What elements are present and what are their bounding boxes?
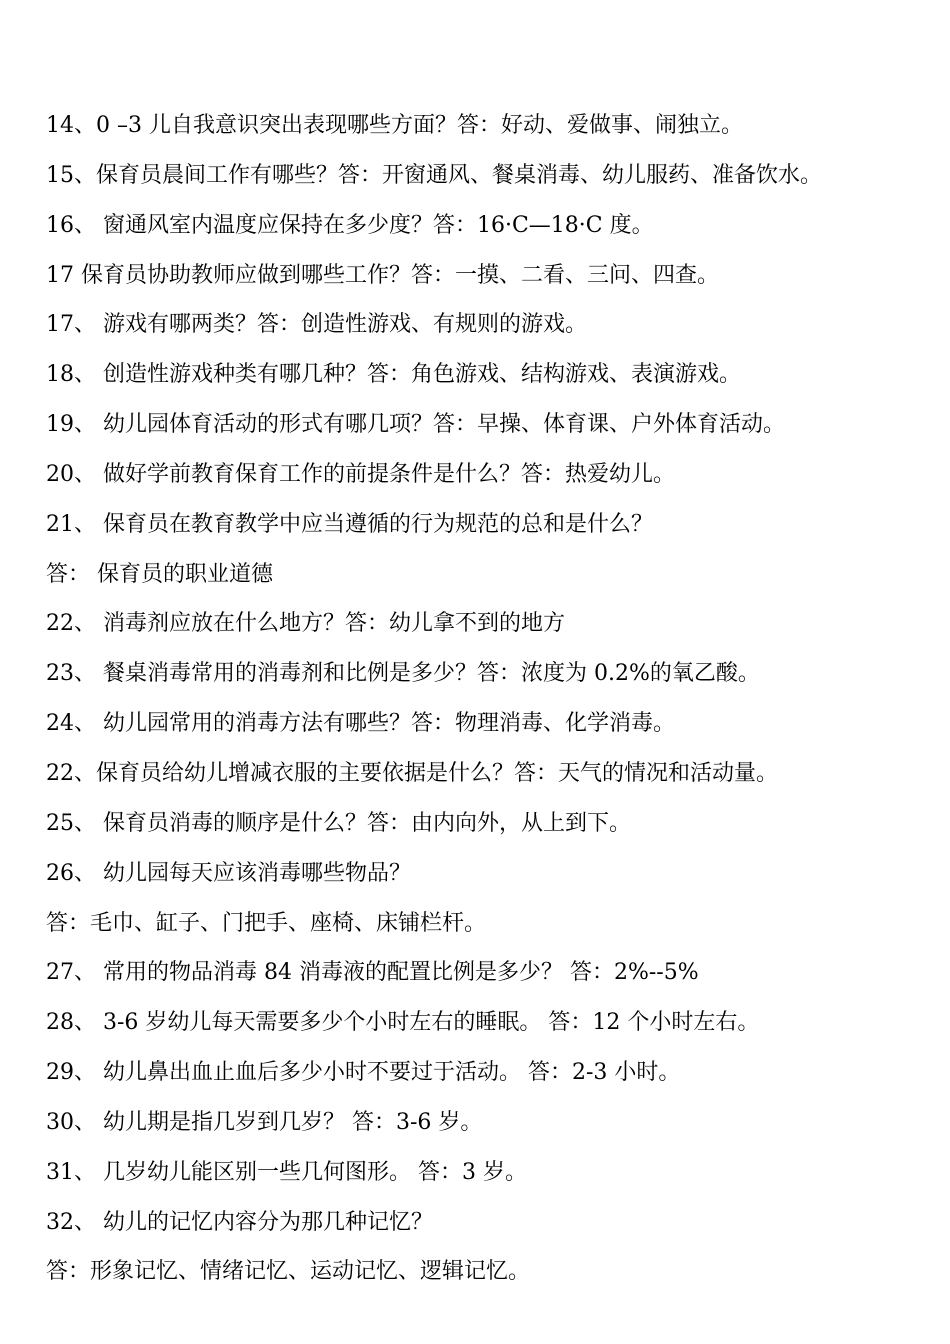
text-line-q27: 27、 常用的物品消毒 84 消毒液的配置比例是多少？ 答：2%--5% [46, 960, 699, 986]
text-line-q26: 26、 幼儿园每天应该消毒哪些物品？ [46, 860, 411, 886]
text-line-q24: 24、 幼儿园常用的消毒方法有哪些？答：物理消毒、化学消毒。 [46, 711, 675, 737]
text-line-a26: 答：毛巾、缸子、门把手、座椅、床铺栏杆。 [46, 910, 487, 936]
text-line-q30: 30、 幼儿期是指几岁到几岁？ 答：3-6 岁。 [46, 1109, 483, 1135]
text-line-q18: 18、 创造性游戏种类有哪几种？答：角色游戏、结构游戏、表演游戏。 [46, 362, 741, 388]
text-line-q31: 31、 几岁幼儿能区别一些几何图形。 答：3 岁。 [46, 1159, 527, 1185]
text-line-q17b: 17、 游戏有哪两类？答：创造性游戏、有规则的游戏。 [46, 312, 587, 338]
text-line-a32: 答：形象记忆、情绪记忆、运动记忆、逻辑记忆。 [46, 1259, 531, 1285]
text-line-q29: 29、 幼儿鼻出血止血后多少小时不要过于活动。 答：2-3 小时。 [46, 1060, 681, 1086]
text-line-q32: 32、 幼儿的记忆内容分为那几种记忆？ [46, 1209, 433, 1235]
text-line-q20: 20、 做好学前教育保育工作的前提条件是什么？答：热爱幼儿。 [46, 461, 675, 487]
text-line-q21: 21、 保育员在教育教学中应当遵循的行为规范的总和是什么？ [46, 511, 653, 537]
text-line-q28: 28、 3-6 岁幼儿每天需要多少个小时左右的睡眠。 答：12 个小时左右。 [46, 1010, 760, 1036]
text-line-q23: 23、 餐桌消毒常用的消毒剂和比例是多少？答：浓度为 0.2%的氧乙酸。 [46, 661, 760, 687]
text-line-q19: 19、 幼儿园体育活动的形式有哪几项？答：早操、体育课、户外体育活动。 [46, 412, 785, 438]
text-line-q25: 25、 保育员消毒的顺序是什么？答：由内向外，从上到下。 [46, 810, 631, 836]
text-line-a21: 答： 保育员的职业道德 [46, 561, 273, 587]
qa-list [46, 101, 941, 1297]
text-line-q16: 16、 窗通风室内温度应保持在多少度？答：16·C—18·C 度。 [46, 212, 654, 238]
text-line-q15: 15、保育员晨间工作有哪些？答：开窗通风、餐桌消毒、幼儿服药、准备饮水。 [46, 162, 822, 188]
text-line-q14: 14、0 –3 儿自我意识突出表现哪些方面？答：好动、爱做事、闹独立。 [46, 113, 743, 138]
text-line-q17a: 17 保育员协助教师应做到哪些工作？答：一摸、二看、三问、四查。 [46, 262, 719, 288]
text-line-q22b: 22、保育员给幼儿增减衣服的主要依据是什么？答：天气的情况和活动量。 [46, 760, 778, 786]
text-line-q22a: 22、 消毒剂应放在什么地方？答：幼儿拿不到的地方 [46, 611, 565, 637]
